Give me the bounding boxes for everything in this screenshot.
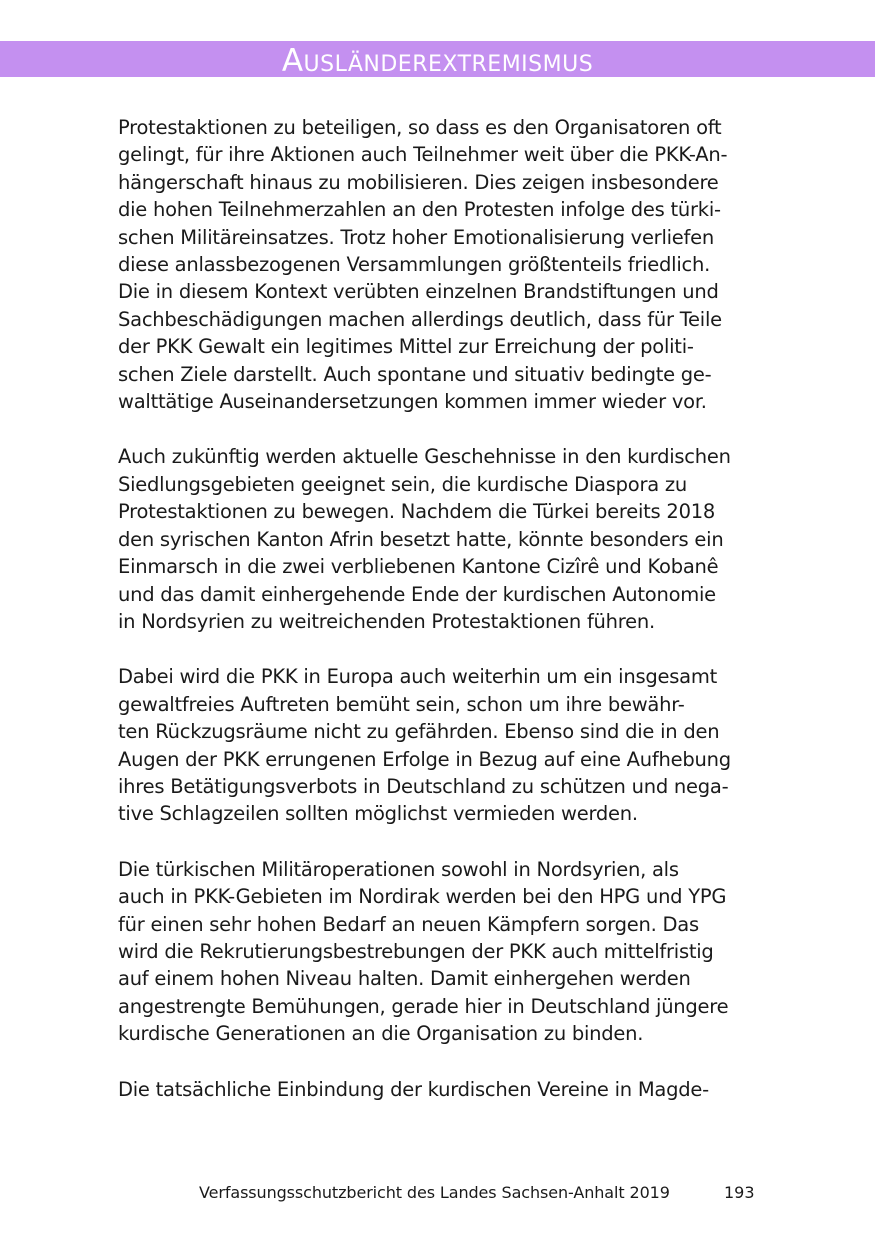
text-line: schen Ziele darstellt. Auch spontane und situativ bedingte ge- — [118, 362, 712, 386]
text-line: der PKK Gewalt ein legitimes Mittel zur Erreichung der politi- — [118, 335, 694, 359]
text-line: ten Rückzugsräume nicht zu gefährden. Ebenso sind die in den — [118, 720, 720, 744]
text-line: angestrengte Bemühungen, gerade hier in Deutschland jüngere — [118, 994, 729, 1018]
text-line: Protestaktionen zu bewegen. Nachdem die Türkei bereits 2018 — [118, 500, 716, 524]
text-line: Die tatsächliche Einbindung der kurdischen Vereine in Magde- — [118, 1077, 709, 1101]
text-line: Einmarsch in die zwei verbliebenen Kantone Cizîrê und Kobanê — [118, 555, 719, 579]
text-line: Dabei wird die PKK in Europa auch weiterhin um ein insgesamt — [118, 665, 717, 689]
text-line: auf einem hohen Niveau halten. Damit einhergehen werden — [118, 967, 691, 991]
text-line: die hohen Teilnehmerzahlen an den Protesten infolge des türki- — [118, 198, 721, 222]
text-line: Sachbeschädigungen machen allerdings deutlich, dass für Teile — [118, 307, 722, 331]
footer-publication-title: Verfassungsschutzbericht des Landes Sachsen-Anhalt 2019 — [199, 1183, 670, 1202]
text-line: und das damit einhergehende Ende der kurdischen Autonomie — [118, 582, 716, 606]
body-text — [118, 114, 768, 1131]
text-line: Augen der PKK errungenen Erfolge in Bezug auf eine Aufhebung — [118, 747, 731, 771]
text-line: gewaltfreies Auftreten bemüht sein, schon um ihre bewähr- — [118, 692, 685, 716]
paragraph-2 — [118, 443, 768, 635]
text-line: gelingt, für ihre Aktionen auch Teilnehmer weit über die PKK-An- — [118, 143, 728, 167]
text-line: hängerschaft hinaus zu mobilisieren. Dies zeigen insbesondere — [118, 170, 719, 194]
text-line: auch in PKK-Gebieten im Nordirak werden bei den HPG und YPG — [118, 885, 727, 909]
text-line: Die türkischen Militäroperationen sowohl in Nordsyrien, als — [118, 857, 679, 881]
paragraph-5 — [118, 1076, 768, 1103]
text-line: Die in diesem Kontext verübten einzelnen Brandstiftungen und — [118, 280, 719, 304]
text-line: Auch zukünftig werden aktuelle Geschehnisse in den kurdischen — [118, 445, 731, 469]
text-line: in Nordsyrien zu weitreichenden Protestaktionen führen. — [118, 609, 655, 633]
text-line: ihres Betätigungsverbots in Deutschland zu schützen und nega- — [118, 774, 729, 798]
text-line: den syrischen Kanton Afrin besetzt hatte, könnte besonders ein — [118, 527, 724, 551]
text-line: walttätige Auseinandersetzungen kommen immer wieder vor. — [118, 390, 707, 414]
paragraph-3 — [118, 663, 768, 827]
section-title: Ausländerextremismus — [281, 43, 594, 79]
text-line: tive Schlagzeilen sollten möglichst vermieden werden. — [118, 802, 638, 826]
text-line: schen Militäreinsatzes. Trotz hoher Emotionalisierung verliefen — [118, 225, 715, 249]
text-line: wird die Rekrutierungsbestrebungen der PKK auch mittelfristig — [118, 939, 714, 963]
text-line: Protestaktionen zu beteiligen, so dass es den Organisatoren oft — [118, 116, 722, 139]
page-number: 193 — [724, 1183, 755, 1202]
paragraph-4 — [118, 856, 768, 1048]
paragraph-1 — [118, 114, 768, 415]
text-line: diese anlassbezogenen Versammlungen größtenteils friedlich. — [118, 253, 711, 277]
text-line: für einen sehr hohen Bedarf an neuen Kämpfern sorgen. Das — [118, 912, 699, 936]
text-line: Siedlungsgebieten geeignet sein, die kurdische Diaspora zu — [118, 472, 687, 496]
text-line: kurdische Generationen an die Organisation zu binden. — [118, 1022, 644, 1046]
